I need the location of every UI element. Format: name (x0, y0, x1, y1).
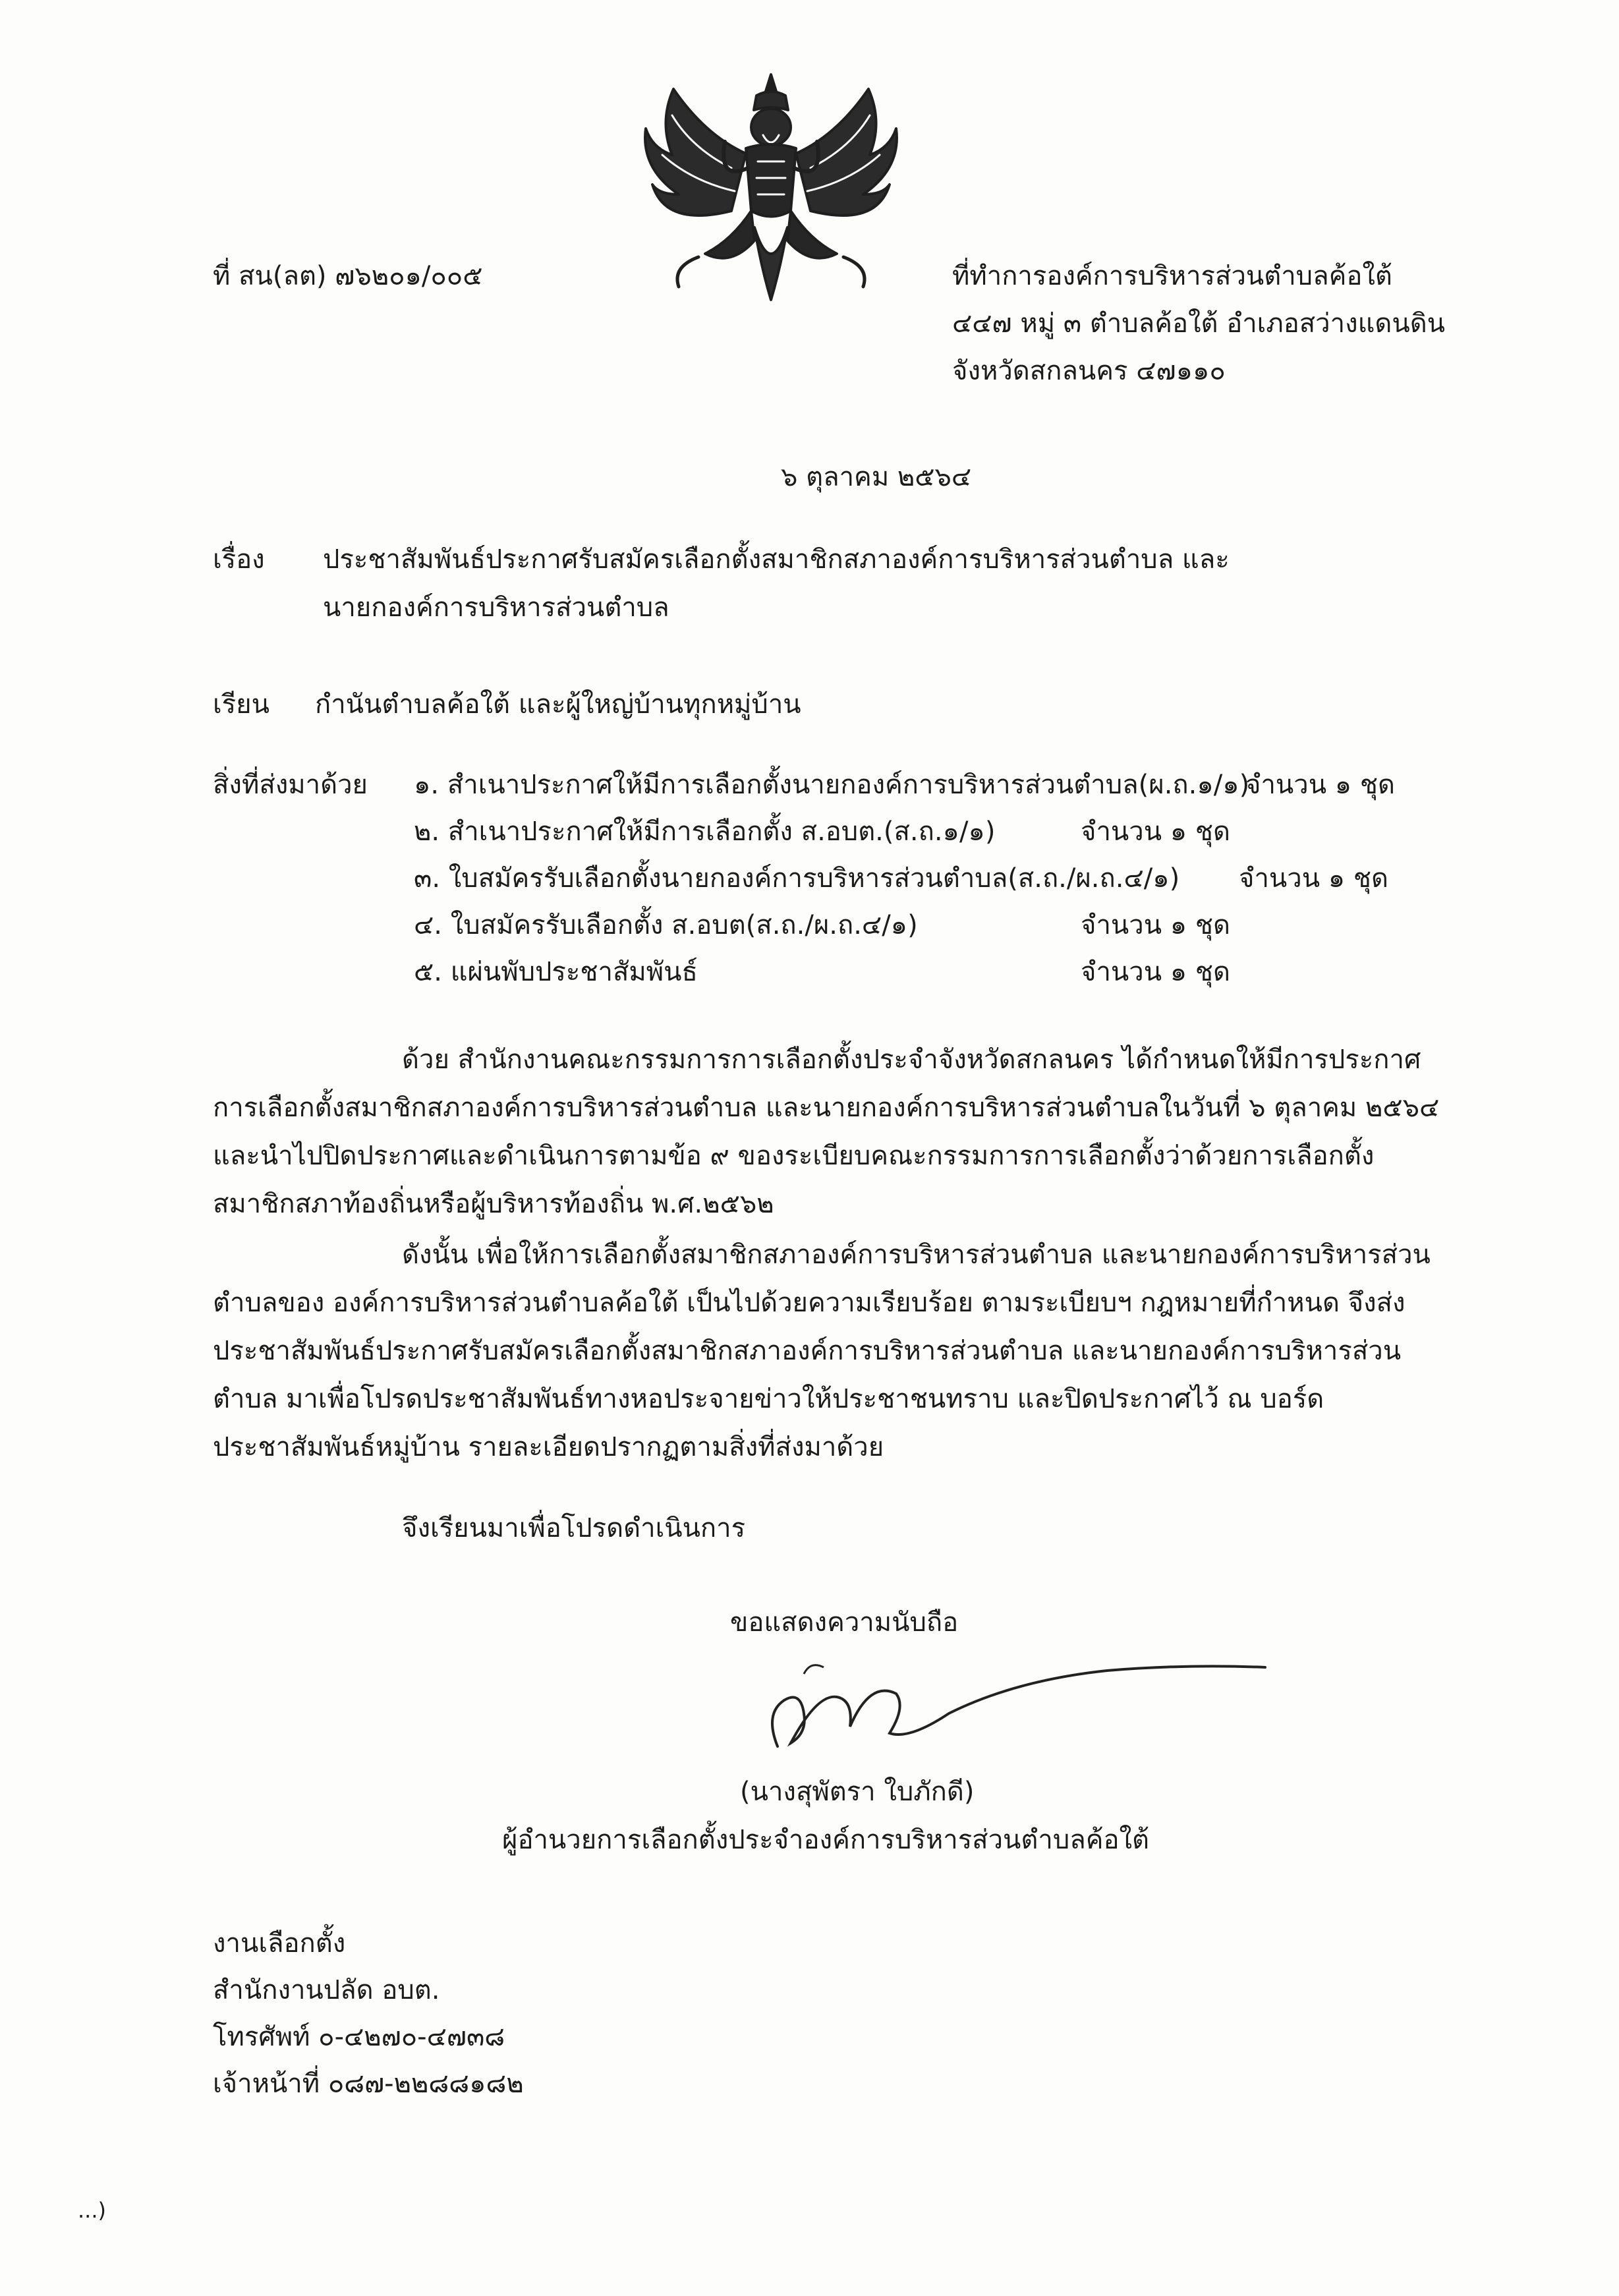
sender-address-line-3: จังหวัดสกลนคร ๔๗๑๑๐ (952, 356, 1226, 386)
footer-line: โทรศัพท์ ๐-๔๒๗๐-๔๗๓๘ (213, 2022, 505, 2052)
enclosure-item-text: ๕. แผ่นพับประชาสัมพันธ์ (414, 957, 698, 987)
footer-line: สำนักงานปลัด อบต. (213, 1975, 440, 2005)
body-line: สมาชิกสภาท้องถิ่นหรือผู้บริหารท้องถิ่น พ.ศ.๒๕๖๒ (213, 1189, 774, 1219)
enclosure-item-text: ๑. สำเนาประกาศให้มีการเลือกตั้งนายกองค์การบริหารส่วนตำบล(ผ.ถ.๑/๑) (414, 770, 1250, 800)
recipient-text: กำนันตำบลค้อใต้ และผู้ใหญ่บ้านทุกหมู่บ้าน (315, 689, 801, 720)
handwritten-signature-icon (738, 1634, 1278, 1766)
body-line: ด้วย สำนักงานคณะกรรมการการเลือกตั้งประจำจังหวัดสกลนคร ได้กำหนดให้มีการประกาศ (402, 1045, 1421, 1075)
signatory-name: (นางสุพัตรา ใบภักดี) (740, 1777, 975, 1807)
enclosure-item-text: ๒. สำเนาประกาศให้มีการเลือกตั้ง ส.อบต.(ส.ถ.๑/๑) (414, 817, 996, 847)
body-line: ตำบล มาเพื่อโปรดประชาสัมพันธ์ทางหอประจายข่าวให้ประชาชนทราบ และปิดประกาศไว้ ณ บอร์ด (213, 1384, 1324, 1414)
enclosure-item-qty: จำนวน ๑ ชุด (1239, 863, 1388, 894)
closing-request: จึงเรียนมาเพื่อโปรดดำเนินการ (402, 1513, 746, 1543)
subject-line-2: นายกองค์การบริหารส่วนตำบล (323, 592, 669, 623)
enclosure-item-text: ๓. ใบสมัครรับเลือกตั้งนายกองค์การบริหารส่วนตำบล(ส.ถ./ผ.ถ.๔/๑) (414, 863, 1180, 894)
body-line: ตำบลของ องค์การบริหารส่วนตำบลค้อใต้ เป็นไปด้วยความเรียบร้อย ตามระเบียบฯ กฎหมายที่กำหนด จึงส่ง (213, 1288, 1406, 1318)
enclosure-item-qty: จำนวน ๑ ชุด (1245, 770, 1395, 800)
body-line: ดังนั้น เพื่อให้การเลือกตั้งสมาชิกสภาองค์การบริหารส่วนตำบล และนายกองค์การบริหารส่วน (402, 1240, 1431, 1270)
margin-mark: ...) (78, 2198, 106, 2223)
subject-label: เรื่อง (213, 544, 265, 575)
sender-address-line-1: ที่ทำการองค์การบริหารส่วนตำบลค้อใต้ (952, 261, 1392, 291)
enclosure-item-qty: จำนวน ๑ ชุด (1081, 910, 1230, 940)
body-line: การเลือกตั้งสมาชิกสภาองค์การบริหารส่วนตำบล และนายกองค์การบริหารส่วนตำบลในวันที่ ๖ ตุลาคม ๒๕๖๔ (213, 1093, 1440, 1123)
enclosure-item-text: ๔. ใบสมัครรับเลือกตั้ง ส.อบต(ส.ถ./ผ.ถ.๔/๑) (414, 910, 918, 940)
body-line: ประชาสัมพันธ์หมู่บ้าน รายละเอียดปรากฏตามสิ่งที่ส่งมาด้วย (213, 1432, 884, 1462)
salutation-label: เรียน (213, 689, 270, 720)
body-line: และนำไปปิดประกาศและดำเนินการตามข้อ ๙ ของระเบียบคณะกรรมการการเลือกตั้งว่าด้วยการเลือกตั้ง (213, 1141, 1375, 1171)
footer-line: เจ้าหน้าที่ ๐๘๗-๒๒๘๘๑๘๒ (213, 2069, 524, 2099)
signatory-position: ผู้อำนวยการเลือกตั้งประจำองค์การบริหารส่วนตำบลค้อใต้ (502, 1825, 1150, 1855)
closing-salutation: ขอแสดงความนับถือ (730, 1607, 959, 1638)
footer-line: งานเลือกตั้ง (213, 1928, 346, 1959)
body-line: ประชาสัมพันธ์ประกาศรับสมัครเลือกตั้งสมาชิกสภาองค์การบริหารส่วนตำบล และนายกองค์การบริหารส่วน (213, 1336, 1402, 1366)
sender-address-line-2: ๔๔๗ หมู่ ๓ ตำบลค้อใต้ อำเภอสว่างแดนดิน (952, 308, 1446, 339)
garuda-emblem-icon (633, 69, 909, 306)
enclosure-item-qty: จำนวน ๑ ชุด (1081, 817, 1230, 847)
letter-date: ๖ ตุลาคม ๒๕๖๔ (781, 462, 972, 492)
enclosures-label: สิ่งที่ส่งมาด้วย (213, 770, 368, 800)
enclosure-item-qty: จำนวน ๑ ชุด (1081, 957, 1230, 987)
reference-number: ที่ สน(ลต) ๗๖๒๐๑/๐๐๕ (213, 261, 483, 291)
subject-line-1: ประชาสัมพันธ์ประกาศรับสมัครเลือกตั้งสมาชิกสภาองค์การบริหารส่วนตำบล และ (323, 544, 1230, 575)
